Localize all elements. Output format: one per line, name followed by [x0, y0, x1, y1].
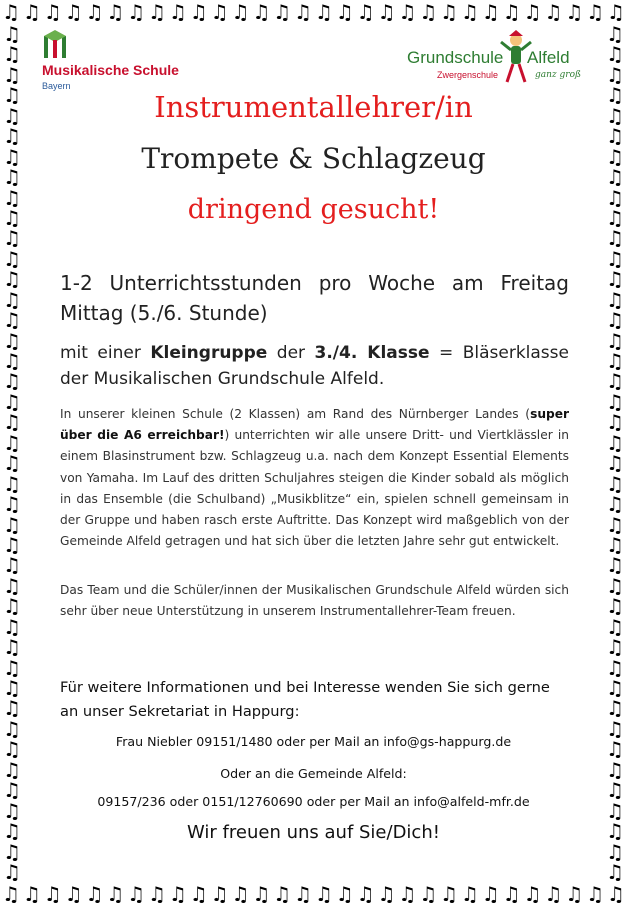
music-note-icon: ♫	[3, 308, 21, 333]
music-note-icon: ♫	[210, 0, 229, 24]
music-note-icon: ♫	[606, 287, 624, 312]
music-note-icon: ♫	[3, 676, 21, 700]
music-note-icon: ♫	[3, 124, 21, 149]
music-note-icon: ♫	[606, 0, 625, 24]
music-note-icon: ♫	[3, 798, 21, 823]
music-note-icon: ♫	[294, 0, 312, 24]
school-text-1: In unserer kleinen Schule (2 Klassen) am Rand des Nürnberger Landes (	[60, 407, 531, 421]
music-note-icon: ♫	[606, 430, 624, 455]
school-description	[60, 404, 569, 552]
music-note-icon: ♫	[440, 0, 458, 24]
music-note-icon: ♫	[606, 859, 624, 882]
music-note-icon: ♫	[606, 185, 624, 210]
music-note-icon: ♫	[3, 246, 21, 271]
music-note-icon: ♫	[544, 882, 563, 906]
music-note-icon: ♫	[168, 882, 187, 906]
contact-secretariat: Frau Niebler 09151/1480 oder per Mail an info@gs-happurg.de	[115, 734, 512, 749]
music-note-icon: ♫	[314, 882, 333, 906]
music-note-icon: ♫	[3, 614, 21, 639]
music-note-icon: ♫	[565, 882, 584, 906]
music-note-border-top	[0, 0, 627, 24]
music-note-icon: ♫	[127, 0, 146, 24]
music-note-icon: ♫	[335, 882, 354, 906]
music-note-icon: ♫	[273, 0, 292, 24]
music-note-icon: ♫	[3, 471, 21, 496]
music-note-icon: ♫	[377, 0, 396, 24]
music-note-icon: ♫	[606, 308, 624, 333]
music-note-icon: ♫	[606, 882, 625, 906]
music-note-icon: ♫	[127, 882, 146, 906]
music-note-icon: ♫	[189, 882, 208, 906]
contact-municipality: 09157/236 oder 0151/12760690 oder per Mail an info@alfeld-mfr.de	[97, 794, 530, 809]
music-note-icon: ♫	[606, 778, 624, 803]
music-note-icon: ♫	[606, 676, 624, 700]
logo-tagline-ganz-gross: ganz groß	[535, 70, 582, 80]
music-note-icon: ♫	[294, 882, 312, 906]
music-note-icon: ♫	[148, 0, 166, 24]
closing-line: Wir freuen uns auf Sie/Dich!	[187, 822, 440, 843]
music-note-icon: ♫	[460, 0, 479, 24]
headline-instruments: Trompete & Schlagzeug	[141, 142, 486, 175]
music-note-icon: ♫	[606, 532, 624, 557]
music-note-icon: ♫	[106, 882, 125, 906]
music-note-icon: ♫	[3, 267, 21, 292]
music-note-icon: ♫	[606, 798, 624, 823]
music-note-icon: ♫	[606, 62, 624, 87]
group-text-2: der	[267, 343, 315, 363]
school-text-2: ) unterrichten wir alle unsere Dritt- und Viertklässler in einem Blasinstrument bzw. Schlagzeug u.a. nach dem Konzept Essential Elements von Yamaha. Im Lauf des dritten Schuljahres steigen die Kinder sobald als möglich in das Ensemble (die Schulband) „Musikblitze“ ein, spielen schnell gemeinsam in der Gruppe und haben rasch erste Auftritte. Das Konzept wird maßgeblich von der Gemeinde Alfeld getragen und hat sich über die letzten Jahre sehr gut entwickelt.	[60, 428, 569, 549]
music-note-icon: ♫	[606, 24, 624, 46]
music-note-icon: ♫	[398, 0, 417, 24]
music-note-icon: ♫	[335, 0, 354, 24]
music-note-icon: ♫	[2, 0, 20, 24]
logo-word-alfeld: Alfeld	[527, 48, 570, 67]
music-note-icon: ♫	[43, 0, 62, 24]
music-note-icon: ♫	[606, 757, 624, 782]
lesson-schedule: 1-2 Unterrichtsstunden pro Woche am Freitag Mittag (5./6. Stunde)	[60, 271, 569, 325]
music-note-icon: ♫	[606, 737, 624, 762]
music-note-icon: ♫	[2, 882, 20, 906]
music-note-icon: ♫	[606, 410, 624, 435]
music-note-icon: ♫	[3, 328, 21, 353]
music-note-icon: ♫	[3, 103, 21, 128]
music-note-icon: ♫	[606, 594, 624, 619]
music-note-icon: ♫	[3, 737, 21, 762]
music-note-icon: ♫	[565, 0, 584, 24]
music-note-icon: ♫	[606, 471, 624, 496]
music-note-icon: ♫	[106, 0, 125, 24]
headline-urgent: dringend gesucht!	[187, 194, 440, 225]
music-note-icon: ♫	[3, 492, 21, 517]
headline-position: Instrumentallehrer/in	[154, 90, 473, 124]
music-note-icon: ♫	[606, 512, 624, 537]
music-note-icon: ♫	[252, 882, 271, 906]
music-note-icon: ♫	[606, 205, 624, 230]
music-note-icon: ♫	[502, 882, 521, 906]
music-note-icon: ♫	[606, 839, 624, 864]
music-note-icon: ♫	[210, 882, 229, 906]
music-note-icon: ♫	[460, 882, 479, 906]
music-note-icon: ♫	[356, 882, 375, 906]
music-note-icon: ♫	[64, 882, 83, 906]
logo-tagline-zwergenschule: Zwergenschule	[437, 70, 499, 80]
music-note-icon: ♫	[606, 614, 624, 639]
music-note-icon: ♫	[606, 819, 624, 844]
music-note-icon: ♫	[606, 165, 624, 190]
music-note-icon: ♫	[606, 124, 624, 149]
music-note-icon: ♫	[3, 185, 21, 210]
music-note-icon: ♫	[148, 882, 166, 906]
music-note-icon: ♫	[3, 594, 21, 619]
music-note-icon: ♫	[523, 0, 542, 24]
contact-intro: Für weitere Informationen und bei Interesse wenden Sie sich gerne an unser Sekretariat in Happurg:	[60, 679, 550, 720]
music-note-icon: ♫	[3, 287, 21, 312]
music-note-icon: ♫	[606, 103, 624, 128]
music-note-icon: ♫	[606, 635, 624, 660]
music-note-icon: ♫	[3, 205, 21, 230]
music-note-icon: ♫	[3, 655, 21, 680]
music-note-icon: ♫	[3, 165, 21, 190]
contact-municipality-intro: Oder an die Gemeinde Alfeld:	[220, 766, 407, 781]
logo-word-grundschule: Grundschule	[407, 48, 504, 67]
music-note-icon: ♫	[3, 573, 21, 598]
music-note-icon: ♫	[481, 0, 500, 24]
music-note-icon: ♫	[3, 24, 21, 46]
music-note-icon: ♫	[356, 0, 375, 24]
music-note-icon: ♫	[273, 882, 292, 906]
music-note-icon: ♫	[606, 42, 624, 67]
music-note-icon: ♫	[398, 882, 417, 906]
music-note-icon: ♫	[3, 410, 21, 435]
music-note-icon: ♫	[3, 553, 21, 578]
music-note-icon: ♫	[606, 655, 624, 680]
group-text-1: mit einer	[60, 343, 151, 363]
music-note-icon: ♫	[3, 389, 21, 414]
group-text-klasse: 3./4. Klasse	[314, 343, 430, 363]
music-note-icon: ♫	[586, 0, 604, 24]
music-note-icon: ♫	[440, 882, 458, 906]
music-note-icon: ♫	[3, 819, 21, 844]
musikalische-schule-region: Bayern	[42, 81, 71, 91]
music-note-icon: ♫	[606, 369, 624, 394]
music-note-icon: ♫	[3, 839, 21, 864]
music-note-icon: ♫	[481, 882, 500, 906]
music-note-icon: ♫	[252, 0, 271, 24]
music-note-icon: ♫	[314, 0, 333, 24]
music-note-icon: ♫	[3, 635, 21, 660]
group-text-kleingruppe: Kleingruppe	[150, 343, 268, 363]
music-note-icon: ♫	[3, 451, 21, 476]
team-description: Das Team und die Schüler/innen der Musikalischen Grundschule Alfeld würden sich sehr über neue Unterstützung in unserem Instrumentallehrer-Team freuen.	[60, 583, 569, 619]
music-note-icon: ♫	[419, 0, 438, 24]
music-note-icon: ♫	[419, 882, 438, 906]
music-note-icon: ♫	[606, 226, 624, 251]
music-note-icon: ♫	[606, 83, 624, 108]
music-note-icon: ♫	[606, 349, 624, 373]
music-note-icon: ♫	[3, 42, 21, 67]
music-note-icon: ♫	[606, 716, 624, 741]
music-note-icon: ♫	[606, 573, 624, 598]
music-note-border-right	[603, 24, 627, 882]
musikalische-schule-logo	[42, 30, 192, 90]
music-note-icon: ♫	[231, 0, 250, 24]
music-note-icon: ♫	[64, 0, 83, 24]
music-note-icon: ♫	[85, 882, 104, 906]
music-note-icon: ♫	[606, 328, 624, 353]
music-note-icon: ♫	[3, 430, 21, 455]
music-note-icon: ♫	[586, 882, 604, 906]
music-note-icon: ♫	[606, 246, 624, 271]
musikalische-schule-name: Musikalische Schule	[42, 62, 179, 78]
group-description	[60, 340, 569, 392]
music-note-icon: ♫	[606, 451, 624, 476]
music-note-icon: ♫	[189, 0, 208, 24]
music-note-icon: ♫	[3, 778, 21, 803]
music-note-icon: ♫	[3, 144, 21, 169]
grundschule-alfeld-logo	[407, 30, 587, 90]
music-note-icon: ♫	[3, 226, 21, 251]
music-note-icon: ♫	[3, 369, 21, 394]
music-note-icon: ♫	[22, 882, 41, 906]
music-note-icon: ♫	[606, 267, 624, 292]
music-note-icon: ♫	[22, 0, 41, 24]
music-note-icon: ♫	[3, 62, 21, 87]
school-text-bold: super über die A6 erreichbar!	[60, 407, 569, 443]
music-note-icon: ♫	[3, 83, 21, 108]
music-note-icon: ♫	[3, 696, 21, 721]
flyer-content	[40, 24, 587, 882]
music-note-icon: ♫	[606, 492, 624, 517]
music-note-icon: ♫	[3, 512, 21, 537]
music-note-icon: ♫	[544, 0, 563, 24]
music-note-icon: ♫	[3, 757, 21, 782]
music-note-icon: ♫	[377, 882, 396, 906]
music-note-border-bottom	[0, 882, 627, 906]
music-note-icon: ♫	[606, 144, 624, 169]
music-note-icon: ♫	[43, 882, 62, 906]
music-note-icon: ♫	[606, 389, 624, 414]
music-note-icon: ♫	[85, 0, 104, 24]
music-note-icon: ♫	[3, 532, 21, 557]
music-note-icon: ♫	[606, 696, 624, 721]
music-note-icon: ♫	[231, 882, 250, 906]
music-note-border-left	[0, 24, 24, 882]
music-note-icon: ♫	[168, 0, 187, 24]
music-note-icon: ♫	[606, 553, 624, 578]
music-note-icon: ♫	[523, 882, 542, 906]
music-note-icon: ♫	[3, 716, 21, 741]
group-text-3: = Bläserklasse der Musikalischen Grundschule Alfeld.	[60, 343, 569, 389]
music-note-icon: ♫	[502, 0, 521, 24]
music-note-icon: ♫	[3, 349, 21, 373]
music-note-icon: ♫	[3, 859, 21, 882]
